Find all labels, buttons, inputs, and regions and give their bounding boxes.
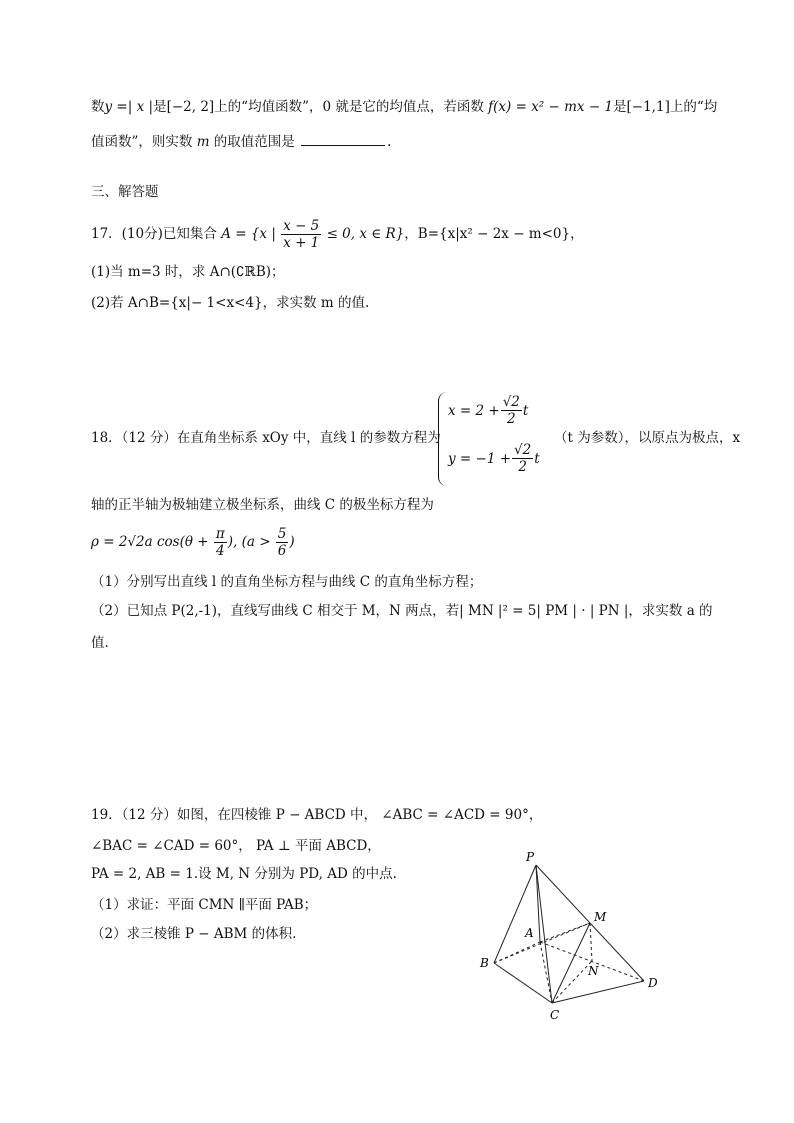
section-title: 三、解答题 <box>91 184 159 200</box>
label-D: D <box>648 976 658 990</box>
q17-part2: (2)若 A∩B={x|− 1<x<4}，求实数 m 的值. <box>91 295 370 311</box>
brace <box>438 392 447 486</box>
q18-polar-equation: ρ = 2√2a cos(θ + $\frac{\pi}{4}$ ), (a > $\frac{5}{6}$ ) <box>91 526 295 559</box>
q18-param-note: （t 为参数），以原点为极点，x <box>554 430 741 446</box>
edge-CN <box>552 961 592 1003</box>
q19-stem: 19．（12 分）如图，在四棱锥 P − ABCD 中， ∠ABC = ∠ACD = 90°， <box>91 807 543 823</box>
edge-PC <box>536 865 552 1003</box>
label-M: M <box>594 910 607 924</box>
edge-BC <box>494 963 552 1003</box>
answer-blank <box>301 131 385 146</box>
prev-question-line-2: 值函数”，则实数 m 的取值范围是 . <box>91 131 391 152</box>
eq-y: y = −1 + $\frac{√2}{2}$ t <box>448 442 540 475</box>
label-A: A <box>525 926 534 940</box>
q17-part1: (1)当 m=3 时，求 A∩(∁ℝB)； <box>91 264 285 280</box>
q19-line3: PA = 2, AB = 1.设 M, N 分别为 PD, AD 的中点. <box>91 866 397 882</box>
label-P: P <box>526 850 535 864</box>
q17-fraction: $\frac{x - 5}{x + 1}$ <box>283 218 320 251</box>
edge-CD <box>552 981 644 1003</box>
edge-PA <box>536 865 540 942</box>
label-B: B <box>480 956 489 970</box>
q18-part2: （2）已知点 P(2,-1)，直线写曲线 C 相交于 M，N 两点，若| MN |² = 5| PM | · | PN |，求实数 a 的 <box>91 603 713 619</box>
label-N: N <box>588 964 599 978</box>
label-C: C <box>550 1008 560 1022</box>
q18-stem-start: 18．（12 分）在直角坐标系 xOy 中，直线 l 的参数方程为 <box>91 430 441 446</box>
eq-x: x = 2 + $\frac{√2}{2}$ t <box>448 394 529 427</box>
q18-line2: 轴的正半轴为极轴建立极坐标系，曲线 C 的极坐标方程为 <box>91 497 434 513</box>
q17-stem: 17．(10分)已知集合 A = {x | $\frac{x - 5}{x + 1}$ ≤ 0, x ∈ R}，B={x|x² − 2x − m<0}， <box>91 218 584 251</box>
q19-part2: （2）求三棱锥 P − ABM 的体积. <box>91 926 297 942</box>
pyramid-figure <box>470 845 670 1025</box>
q18-part1: （1）分别写出直线 l 的直角坐标方程与曲线 C 的直角坐标方程； <box>91 574 483 590</box>
edge-MN <box>590 923 592 961</box>
prev-question-line-1: 数y =| x |是[−2, 2]上的“均值函数”，0 就是它的均值点，若函数 f(x) = x² − mx − 1是[−1,1]上的“均 <box>91 99 718 115</box>
q19-line2: ∠BAC = ∠CAD = 60°， PA ⊥ 平面 ABCD， <box>91 838 381 854</box>
q18-part2-end: 值. <box>91 635 109 651</box>
q18-param-equations <box>438 392 538 486</box>
q19-part1: （1）求证：平面 CMN ∥平面 PAB； <box>91 897 318 913</box>
